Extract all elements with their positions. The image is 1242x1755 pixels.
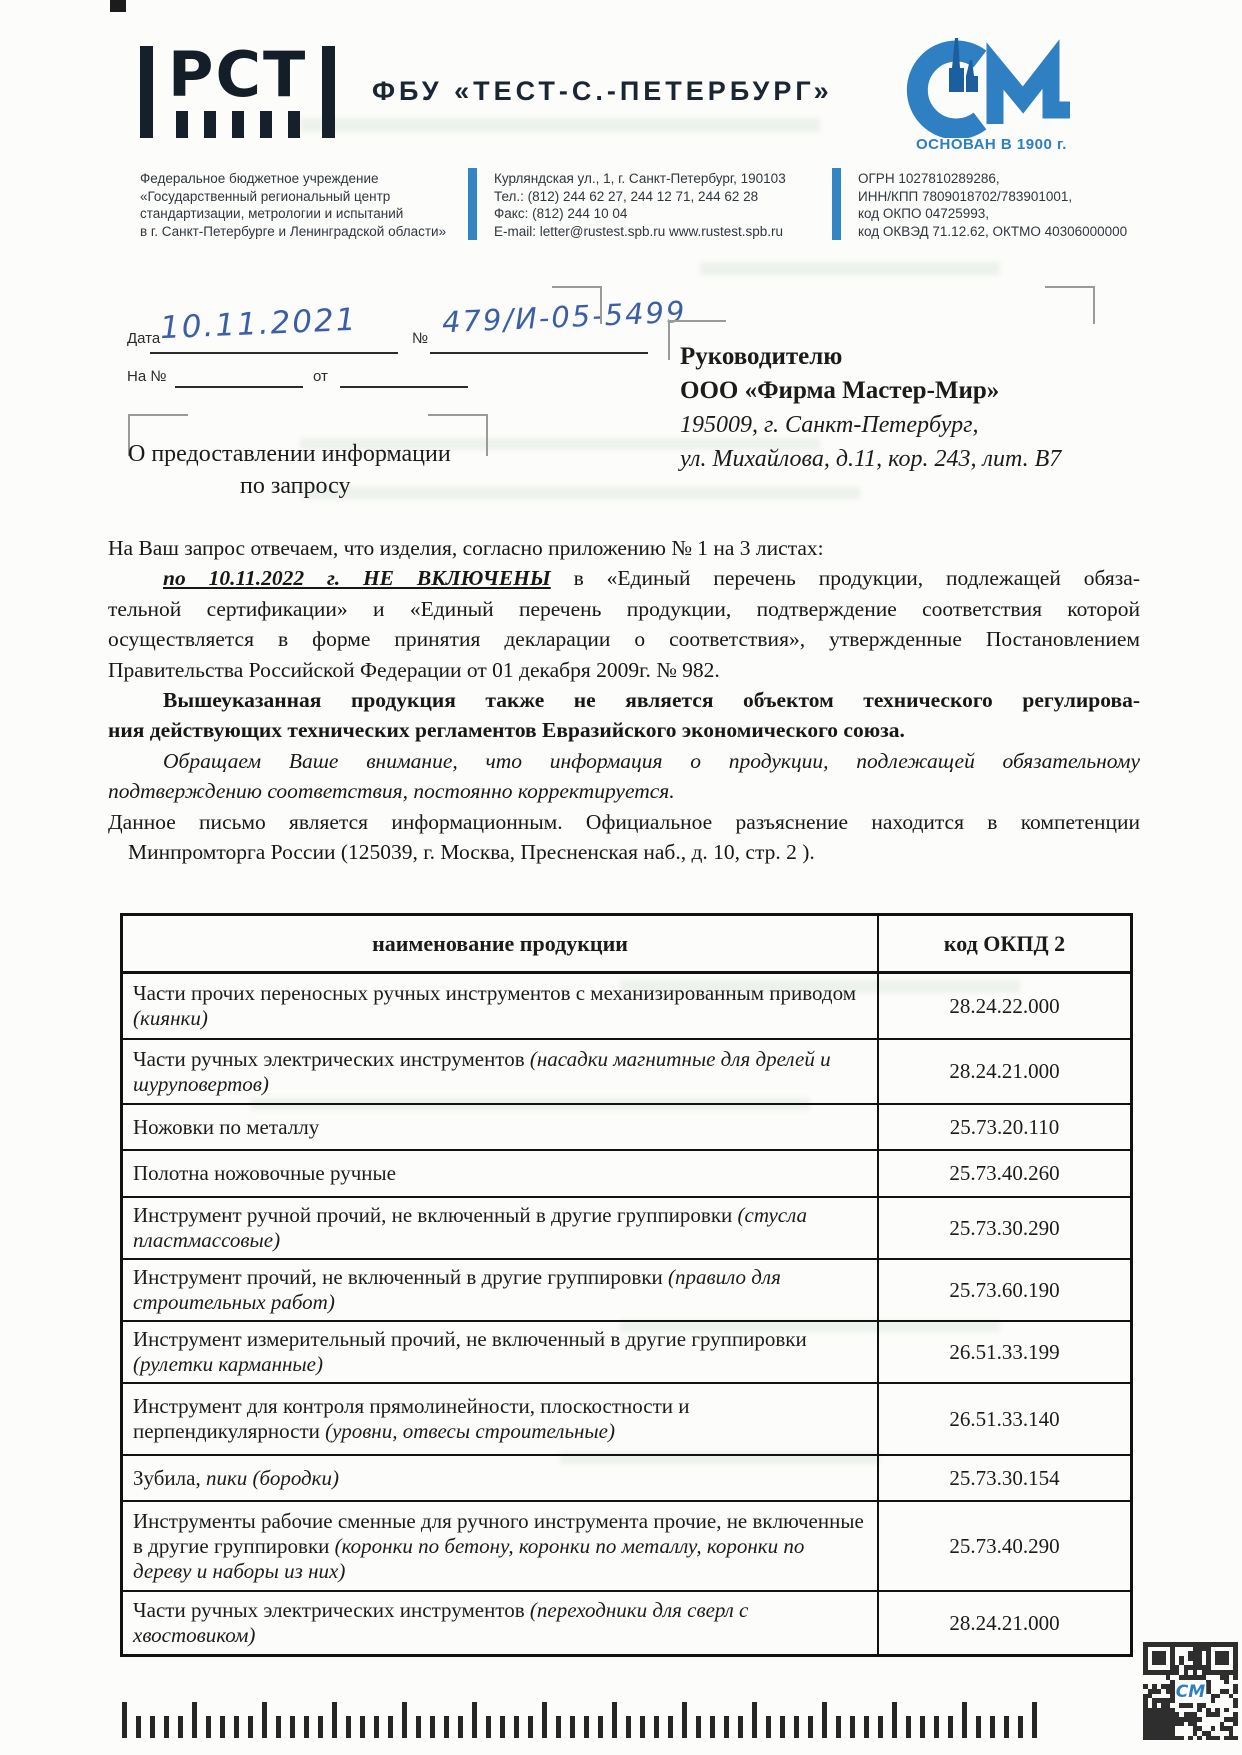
product-name-cell: [123, 1198, 879, 1258]
okpd-code-cell: 26.51.33.140: [949, 1406, 1060, 1431]
addressee-address-2: ул. Михайлова, д.11, кор. 243, лит. В7: [680, 446, 1062, 472]
text-line: Курляндская ул., 1, г. Санкт-Петербург, 190103: [494, 171, 786, 186]
text-line: ИНН/КПП 7809018702/783901001,: [858, 188, 1073, 204]
table-row: [123, 1105, 1130, 1151]
qr-code: [1143, 1642, 1238, 1742]
body-line: [108, 807, 1140, 837]
okpd-code-cell: 28.24.21.000: [949, 1059, 1060, 1083]
header-divider: [832, 168, 841, 240]
text-segment: Инструмент измерительный прочий, не включенный в другие группировки: [133, 1327, 807, 1351]
table-row: [123, 1151, 1130, 1198]
text-segment: Инструмент прочий, не включенный в другие группировки: [133, 1265, 669, 1289]
barcode-bar: [248, 1716, 253, 1738]
barcode-bar: [612, 1702, 617, 1738]
barcode-bar: [136, 1716, 141, 1738]
barcode-bar: [360, 1716, 365, 1738]
text-line: E-mail: letter@rustest.spb.ru www.rustest.spb.ru: [494, 223, 784, 239]
barcode-bar: [178, 1716, 183, 1738]
text-segment: (уровни, отвесы строительные): [325, 1419, 615, 1443]
addressee-block: [680, 340, 1130, 476]
addressee-role: Руководителю: [680, 343, 843, 370]
corner-mark: [1045, 286, 1095, 324]
from-underline: [340, 386, 468, 388]
barcode-bar: [682, 1702, 687, 1738]
barcode-bar: [724, 1716, 729, 1738]
barcode-bar: [710, 1716, 715, 1738]
table-header-name: наименование продукции: [123, 916, 879, 971]
barcode-bar: [458, 1716, 463, 1738]
okpd-code-cell: 28.24.22.000: [949, 993, 1060, 1018]
number-underline: [430, 352, 648, 354]
letter-subject: [128, 438, 451, 502]
barcode-bar: [766, 1716, 771, 1738]
qr-center-logo: СМ: [1175, 1682, 1206, 1702]
barcode-bar: [976, 1716, 981, 1738]
barcode-bar: [500, 1716, 505, 1738]
barcode-bar: [122, 1702, 127, 1738]
body-line: [108, 624, 1140, 654]
barcode-bar: [892, 1702, 897, 1738]
barcode-bar: [1032, 1702, 1037, 1738]
text-segment: (киянки): [133, 1006, 208, 1030]
text-segment: (переходники для сверл с хвостовиком): [133, 1598, 749, 1647]
text-segment: тельной сертификации» и «Единый перечень продукции, подтверждение соответствия которой: [108, 596, 1140, 621]
okpd-code-cell: 25.73.60.190: [949, 1277, 1060, 1302]
table-row: [123, 1456, 1130, 1502]
on-number-label: На №: [127, 368, 167, 385]
scan-artifact: [110, 0, 126, 12]
date-label: Дата: [127, 330, 161, 347]
barcode-bar: [948, 1716, 953, 1738]
product-name-cell: [123, 974, 879, 1038]
product-name-cell: [123, 1502, 879, 1590]
barcode-bar: [808, 1716, 813, 1738]
rst-logo-icon: [140, 38, 335, 138]
founded-label: ОСНОВАН В 1900 г.: [916, 136, 1067, 153]
barcode-bar: [388, 1716, 393, 1738]
text-segment: (коронки по бетону, коронки по металлу, коронки по дереву и наборы из них): [133, 1533, 805, 1583]
text-segment: Части ручных электрических инструментов: [133, 1598, 530, 1622]
table-header-code: код ОКПД 2: [943, 930, 1066, 956]
text-segment: Минпромторга России (125039, г. Москва, Пресненская наб., д. 10, стр. 2 ).: [128, 840, 815, 865]
text-segment: Правительства Российской Федерации от 01 декабря 2009г. № 982.: [108, 657, 720, 682]
barcode-bar: [570, 1716, 575, 1738]
barcode-bar: [374, 1716, 379, 1738]
okpd-code-cell: 26.51.33.199: [949, 1339, 1060, 1364]
bleed-through-artifact: [300, 118, 820, 132]
contact-block: [494, 170, 824, 240]
body-line: [108, 655, 1140, 685]
text-line: в г. Санкт-Петербурге и Ленинградской области»: [140, 223, 447, 239]
text-segment: в «Единый перечень продукции, подлежащей обяза-: [550, 566, 1140, 591]
date-value-handwritten: 10.11.2021: [159, 301, 359, 347]
addressee-address-1: 195009, г. Санкт-Петербург,: [680, 412, 979, 438]
barcode-bar: [738, 1716, 743, 1738]
barcode-bar: [206, 1716, 211, 1738]
text-segment: осуществляется в форме принятия декларации о соответствия», утвержденные Постановлением: [108, 627, 1140, 652]
subject-line-2: по запросу: [240, 473, 351, 499]
products-table: [120, 913, 1133, 1657]
text-segment: подтверждению соответствия, постоянно корректируется.: [108, 779, 675, 804]
text-line: ОГРН 1027810289286,: [858, 171, 1000, 186]
barcode-bar: [584, 1716, 589, 1738]
corner-mark: [552, 286, 602, 324]
text-segment: Части ручных электрических инструментов: [133, 1046, 530, 1071]
barcode-bar: [654, 1716, 659, 1738]
date-underline: [150, 352, 398, 354]
barcode-bar: [528, 1716, 533, 1738]
body-line: [108, 837, 1140, 867]
barcode-bar: [430, 1716, 435, 1738]
okpd-code-cell: 25.73.30.154: [949, 1465, 1060, 1490]
barcode-bar: [864, 1716, 869, 1738]
barcode-bar: [220, 1716, 225, 1738]
text-segment: (правило для строительных работ): [133, 1265, 781, 1314]
text-segment: пики (бородки): [205, 1465, 339, 1490]
product-name-cell: [123, 1105, 879, 1149]
barcode-bar: [598, 1716, 603, 1738]
barcode-bar: [444, 1716, 449, 1738]
text-line: Тел.: (812) 244 62 27, 244 12 71, 244 62 28: [494, 188, 759, 204]
text-segment: (стусла пластмассовые): [133, 1203, 808, 1252]
body-line: [108, 776, 1140, 806]
barcode-bar: [752, 1702, 757, 1738]
barcode-bar: [836, 1716, 841, 1738]
barcode-bar: [402, 1702, 407, 1738]
barcode-bar: [920, 1716, 925, 1738]
text-line: код ОКВЭД 71.12.62, ОКТМО 40306000000: [858, 223, 1128, 239]
barcode-bar: [878, 1716, 883, 1738]
barcode-bar: [542, 1702, 547, 1738]
subject-line-1: О предоставлении информации: [128, 441, 451, 467]
table-row: [123, 1260, 1130, 1322]
barcode-bar: [290, 1716, 295, 1738]
barcode-bar: [150, 1716, 155, 1738]
barcode-bar: [1004, 1716, 1009, 1738]
table-header-row: [123, 916, 1130, 974]
sm-anniversary-logo-icon: [900, 38, 1075, 138]
header-divider: [468, 168, 477, 240]
table-row: [123, 1322, 1130, 1384]
text-segment: ния действующих технических регламентов Евразийского экономического союза.: [108, 718, 905, 743]
text-segment: Ножовки по металлу: [133, 1114, 320, 1139]
addressee-company: ООО «Фирма Мастер-Мир»: [680, 377, 1000, 404]
table-row: [123, 974, 1130, 1040]
barcode-bar: [850, 1716, 855, 1738]
table-row: [123, 1198, 1130, 1260]
okpd-code-cell: 28.24.21.000: [949, 1610, 1060, 1635]
body-line: [108, 746, 1140, 776]
text-segment: Вышеуказанная продукция также не является объектом технического регулирова-: [163, 688, 1140, 713]
from-label: от: [313, 368, 328, 385]
text-segment: Данное письмо является информационным. Официальное разъяснение находится в компетенции: [108, 809, 1140, 834]
number-label: №: [412, 330, 429, 347]
okpd-code-cell: 25.73.40.290: [949, 1533, 1060, 1558]
okpd-code-cell: 25.73.20.110: [949, 1114, 1060, 1139]
rst-logo-bar: [322, 46, 335, 138]
rst-logo-text: РСТ: [168, 38, 308, 111]
text-segment: Обращаем Ваше внимание, что информация о продукции, подлежащей обязательному: [163, 748, 1140, 773]
body-line: [108, 533, 1140, 563]
barcode-bar: [332, 1702, 337, 1738]
registration-codes-block: [858, 170, 1228, 240]
body-text: [108, 533, 1140, 867]
barcode-bar: [304, 1716, 309, 1738]
body-line: [108, 594, 1140, 624]
org-name-block: [140, 170, 460, 240]
text-line: «Государственный региональный центр: [140, 188, 391, 204]
barcode-bar: [906, 1716, 911, 1738]
org-title: ФБУ «ТЕСТ-С.-ПЕТЕРБУРГ»: [372, 76, 833, 106]
number-value-handwritten: 479/И-05-5499: [441, 294, 688, 340]
text-segment: Инструменты рабочие сменные для ручного инструмента прочие, не включенные в другие группировки: [133, 1508, 864, 1558]
body-line: [108, 685, 1140, 715]
text-segment: На Ваш запрос отвечаем, что изделия, согласно приложению № 1 на 3 листах:: [108, 536, 824, 560]
product-name-cell: [123, 1151, 879, 1196]
barcode-bar: [318, 1716, 323, 1738]
product-name-cell: [123, 1592, 879, 1654]
text-segment: Полотна ножовочные ручные: [133, 1161, 396, 1185]
table-row: [123, 1592, 1130, 1654]
text-line: код ОКПО 04725993,: [858, 206, 990, 221]
barcode-bar: [822, 1702, 827, 1738]
barcode-bar: [486, 1716, 491, 1738]
text-segment: Инструмент для контроля прямолинейности, плоскостности и перпендикулярности: [133, 1394, 690, 1443]
text-segment: Инструмент ручной прочий, не включенный в другие группировки: [133, 1203, 738, 1227]
text-segment: (насадки магнитные для дрелей и шуруповертов): [133, 1046, 831, 1096]
okpd-code-cell: 25.73.40.260: [949, 1161, 1060, 1185]
bleed-through-artifact: [700, 262, 1000, 275]
product-name-cell: [123, 1040, 879, 1103]
barcode-bar: [416, 1716, 421, 1738]
text-line: Федеральное бюджетное учреждение: [140, 171, 379, 186]
text-line: Факс: (812) 244 10 04: [494, 206, 628, 221]
barcode-bar: [780, 1716, 785, 1738]
product-name-cell: [123, 1384, 879, 1454]
barcode-bar: [794, 1716, 799, 1738]
text-segment: Зубила,: [133, 1465, 206, 1490]
barcode-bar: [192, 1702, 197, 1738]
barcode-bar: [276, 1716, 281, 1738]
barcode-bar: [962, 1702, 967, 1738]
barcode-bar: [1018, 1716, 1023, 1738]
barcode-bar: [234, 1716, 239, 1738]
barcode-bar: [514, 1716, 519, 1738]
text-segment: (рулетки карманные): [133, 1352, 323, 1376]
okpd-code-cell: 25.73.30.290: [949, 1215, 1060, 1240]
product-name-cell: [123, 1322, 879, 1382]
body-line: [108, 563, 1140, 593]
barcode-bar: [262, 1702, 267, 1738]
rst-logo-bar: [140, 46, 153, 138]
barcode-bar: [626, 1716, 631, 1738]
table-row: [123, 1040, 1130, 1105]
body-line: [108, 715, 1140, 745]
barcode-bar: [696, 1716, 701, 1738]
barcode-bar: [556, 1716, 561, 1738]
barcode-bar: [346, 1716, 351, 1738]
barcode-ruler: [122, 1698, 1050, 1738]
product-name-cell: [123, 1456, 879, 1500]
table-row: [123, 1502, 1130, 1592]
barcode-bar: [164, 1716, 169, 1738]
barcode-bar: [934, 1716, 939, 1738]
rst-logo-ticks: [176, 111, 300, 138]
table-row: [123, 1384, 1130, 1456]
on-number-underline: [175, 386, 303, 388]
text-segment: по 10.11.2022 г. НЕ ВКЛЮЧЕНЫ: [163, 566, 551, 591]
text-line: стандартизации, метрологии и испытаний: [140, 206, 404, 221]
barcode-bar: [472, 1702, 477, 1738]
barcode-bar: [640, 1716, 645, 1738]
text-segment: Части прочих переносных ручных инструментов с механизированным приводом: [133, 981, 856, 1005]
barcode-bar: [668, 1716, 673, 1738]
product-name-cell: [123, 1260, 879, 1320]
barcode-bar: [990, 1716, 995, 1738]
